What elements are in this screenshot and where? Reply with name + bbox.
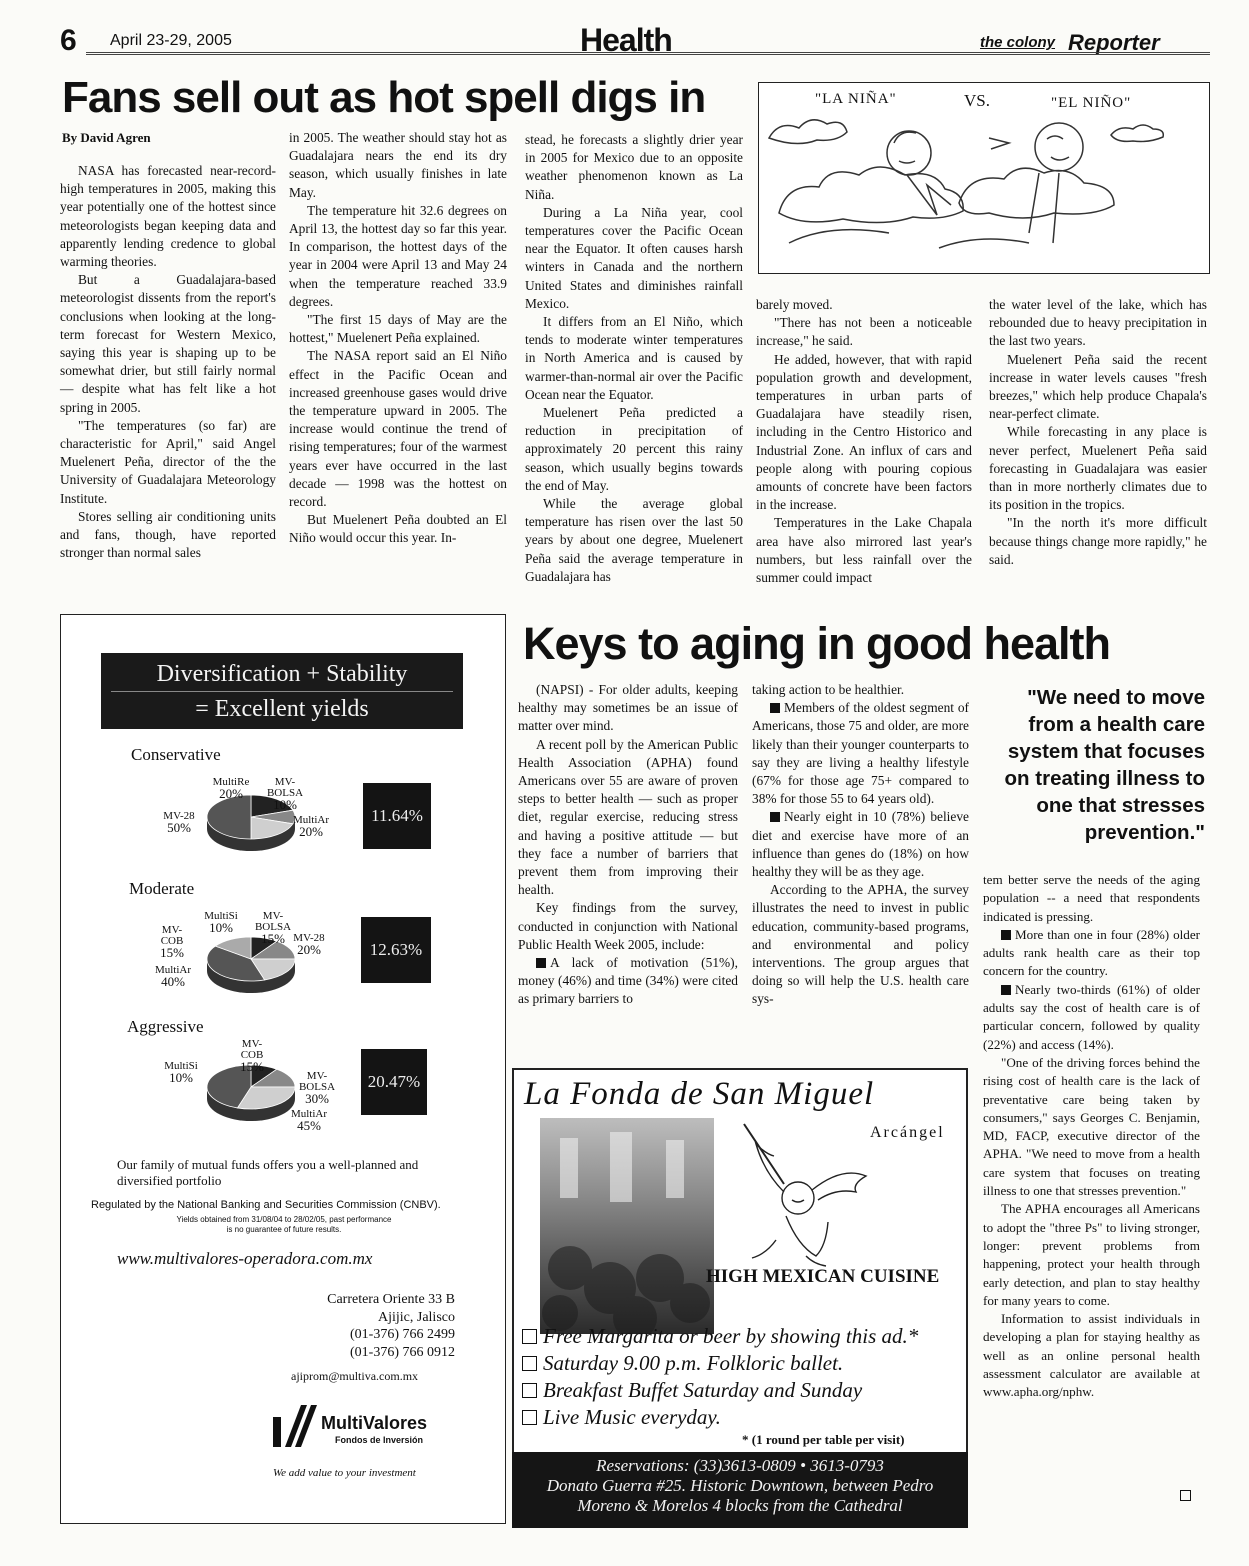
offer-text: Free Margarita or beer by showing this ad.* <box>543 1324 919 1348</box>
slice-name: MultiRe <box>212 776 250 788</box>
offer-list <box>522 1323 962 1431</box>
slice-pct: 15% <box>240 1059 264 1074</box>
address-line: Donato Guerra #25. Historic Downtown, between Pedro <box>546 1476 934 1495</box>
slice-label <box>153 965 193 989</box>
article2-headline: Keys to aging in good health <box>523 618 1111 669</box>
banner-line-1: Diversification + Stability <box>156 661 408 687</box>
logo-subtitle: Fondos de Inversión <box>335 1435 424 1445</box>
article2-column-2 <box>752 681 969 1009</box>
fonda-name: La Fonda de San Miguel <box>524 1076 875 1112</box>
slice-pct: 20% <box>219 786 243 801</box>
multivalores-logo <box>271 1401 471 1451</box>
paragraph: Temperatures in the Lake Chapala area have also mirrored last year's numbers, but less rainfall over the summer could impact <box>756 515 972 586</box>
banner-line-2: = Excellent yields <box>111 691 453 726</box>
paragraph: The NASA report said an El Niño effect in the Pacific Ocean and increased greenhouse gases would drive the temperature upward in 2005. The increase would continue the trend of rising temperatures; four of the warmest years ever have occurred in the last decade — 1998 was the hottest on record. <box>289 348 507 510</box>
offer-item <box>522 1323 962 1350</box>
paragraph <box>983 981 1200 1054</box>
bullet-text: A lack of motivation (51%), money (46%) and time (34%) were cited as primary barriers to <box>518 955 738 1007</box>
slice-name: MV-BOLSA <box>254 910 292 933</box>
address-line: Carretera Oriente 33 B <box>327 1292 455 1307</box>
paragraph <box>518 954 738 1009</box>
slice-pct: 15% <box>160 945 184 960</box>
slice-name: MultiSi <box>204 910 238 922</box>
paragraph: While the average global temperature has risen over the last 50 years by about one degree, Muelenert Peña said the average temperature in Guadalajara has <box>525 496 743 584</box>
end-mark-icon <box>1180 1490 1191 1501</box>
slice-name: MV-BOLSA <box>298 1070 336 1093</box>
paragraph: The APHA encourages all Americans to adopt the "three Ps" to living stronger, longer: prevent problems from happening, protect your health through early detection, and plan to stay healthy for many years to come. <box>983 1201 1200 1308</box>
slogan: We add value to your investment <box>273 1467 416 1479</box>
paragraph: Stores selling air conditioning units and fans, though, have reported stronger than normal sales <box>60 508 276 561</box>
slice-name: MV-BOLSA <box>266 776 304 799</box>
yields-note <box>61 1215 507 1235</box>
paragraph: in 2005. The weather should stay hot as Guadalajara nears the end its dry season, which usually finishes in late May. <box>289 130 507 200</box>
multivalores-ad <box>60 614 506 1524</box>
checkbox-icon <box>522 1329 537 1344</box>
article1-column-5 <box>989 296 1207 569</box>
paragraph: A recent poll by the American Public Health Association (APHA) found Americans over 55 are aware of proven steps to better health — such as proper diet, regular exercise, reducing stress and having a positive attitude — but they face a number of barriers that prevent them from improving their health. <box>518 736 738 898</box>
photo-foliage <box>540 1118 714 1334</box>
slice-pct: 50% <box>167 820 191 835</box>
slice-label <box>287 815 335 839</box>
yield-conservative: 11.64% <box>363 783 431 849</box>
checkbox-icon <box>522 1356 537 1371</box>
article2-column-3 <box>983 871 1200 1402</box>
paragraph: But Muelenert Peña doubted an El Niño would occur this year. In- <box>289 512 507 546</box>
paragraph <box>752 808 969 881</box>
paragraph: stead, he forecasts a slightly drier year in 2005 for Mexico due to an opposite weather phenomenon known as La Niña. <box>525 132 743 202</box>
slice-pct: 20% <box>297 942 321 957</box>
portfolio-conservative-title: Conservative <box>131 745 221 764</box>
masthead-rule <box>86 52 1210 55</box>
paragraph: But a Guadalajara-based meteorologist dissents from the report's conclusions when looking at the long-term forecast for Western Mexico, saying this year is shaping up to be somewhat drier, but still fairly normal — despite what has felt like a hot spring in 2005. <box>60 272 276 415</box>
logo-name: MultiValores <box>321 1413 428 1433</box>
paragraph: the water level of the lake, which has rebounded due to heavy precipitation in the last two years. <box>989 297 1207 349</box>
cartoon <box>758 82 1210 274</box>
slice-pct: 10% <box>169 1070 193 1085</box>
cartoon-drawing <box>759 83 1208 272</box>
slice-label <box>287 1109 331 1133</box>
tagline <box>117 1157 418 1189</box>
slice-name: MultiAr <box>292 814 330 826</box>
paragraph: Information to assist individuals in developing a plan for staying healthy as well as an online personal health assessment calculator are available at www.apha.org/nphw. <box>983 1311 1200 1400</box>
slice-label <box>289 1071 345 1106</box>
section-title: Health <box>580 22 672 58</box>
pull-quote: "We need to move from a health care system that focuses on treating illness to one that stresses prevention." <box>1004 686 1205 844</box>
issue-date: April 23-29, 2005 <box>110 32 232 49</box>
slice-label <box>161 1061 201 1085</box>
slice-pct: 30% <box>305 1091 329 1106</box>
slice-label <box>151 925 193 960</box>
slice-name: MV-28 <box>293 932 325 944</box>
paragraph: Muelenert Peña said the recent increase in water levels causes "fresh breezes," which help produce Chapala's near-perfect climate. <box>989 351 1207 422</box>
contact-block <box>261 1291 455 1361</box>
logo-mark-icon <box>271 1403 319 1449</box>
reservations-phone: Reservations: (33)3613-0809 • 3613-0793 <box>596 1456 884 1475</box>
paragraph: (NAPSI) - For older adults, keeping healthy may sometimes be an issue of matter over mind. <box>518 682 738 734</box>
slice-label <box>257 777 313 812</box>
paragraph: "There has not been a noticeable increase," he said. <box>756 315 972 349</box>
article1-column-2 <box>289 129 507 548</box>
paragraph: It differs from an El Niño, which tends to moderate winter temperatures in North America and is caused by warmer-than-normal air over the Pacific Ocean near the Equator. <box>525 314 743 402</box>
slice-label <box>211 777 251 801</box>
portfolio-moderate-title: Moderate <box>129 879 195 898</box>
bullet-text: More than one in four (28%) older adults rank health care as their top concern for the country. <box>983 926 1200 979</box>
offer-item <box>522 1377 962 1404</box>
slice-name: MultiSi <box>164 1060 198 1072</box>
slice-name: MultiAr <box>154 964 192 976</box>
bullet-text: Members of the oldest segment of Americans, those 75 and older, are more likely than their younger counterparts to say they are living a healthy lifestyle (67% for those age 75+ compared to 38% for those 55 to 64 years old). <box>752 700 969 807</box>
bullet-square-icon <box>536 958 546 968</box>
slice-label <box>159 811 199 835</box>
slice-pct: 45% <box>297 1118 321 1133</box>
paragraph: "One of the driving forces behind the rising cost of health care is the lack of preventative care being taken by consumers," says Georges C. Benjamin, MD, FACP, executive director of the APHA. "We need to move from a health care system that focuses on treating illness to one that stresses prevention." <box>983 1054 1200 1199</box>
article2-column-1 <box>518 681 738 1009</box>
slice-name: MV-28 <box>163 810 195 822</box>
article1-column-4 <box>756 296 972 587</box>
article1-column-3 <box>525 131 743 586</box>
phone-number: (01-376) 766 2499 <box>350 1327 455 1342</box>
paragraph: "The temperatures (so far) are characteristic for April," said Angel Muelenert Peña, director of the the University of Guadalajara Meteorology Institute. <box>60 417 276 506</box>
bullet-square-icon <box>770 703 780 713</box>
page-number: 6 <box>60 24 77 57</box>
paragraph: barely moved. <box>756 297 833 312</box>
slice-name: MultiAr <box>290 1108 328 1120</box>
website-link[interactable]: www.multivalores-operadora.com.mx <box>117 1249 373 1268</box>
checkbox-icon <box>522 1410 537 1425</box>
bullet-square-icon <box>1001 985 1011 995</box>
paragraph: The temperature hit 32.6 degrees on April 13, the hottest day so far this year. In comparison, the hottest days of the year in 2004 were April 13 and May 24 when the temperature reached 33.9 degrees. <box>289 202 507 309</box>
offer-item <box>522 1404 962 1431</box>
slice-name: MV-COB <box>160 924 184 947</box>
cartoon-label-el-nino: "EL NIÑO" <box>1051 95 1132 111</box>
portfolio-aggressive-title: Aggressive <box>127 1017 204 1036</box>
restaurant-photo <box>540 1118 714 1334</box>
yields-note-line: Yields obtained from 31/08/04 to 28/02/05, past performance <box>176 1215 392 1224</box>
slice-label <box>287 933 331 957</box>
slice-name: MV-COB <box>240 1038 264 1061</box>
cartoon-label-vs: VS. <box>964 91 990 110</box>
cuisine-heading: HIGH MEXICAN CUISINE <box>706 1266 940 1287</box>
slice-pct: 20% <box>299 824 323 839</box>
offer-text: Saturday 9.00 p.m. Folkloric ballet. <box>543 1351 844 1375</box>
paragraph: NASA has forecasted near-record-high temperatures in 2005, making this year potentially one of the hottest since meteorologists began keeping data and apparently lending credence to global warming theories. <box>60 163 276 270</box>
paragraph: During a La Niña year, cool temperatures cover the Pacific Ocean near the Equator. It often causes harsh winters in Canada and the northern United States and diminishes rainfall Mexico. <box>525 204 743 311</box>
paragraph: While forecasting in any place is never perfect, Muelenert Peña said forecasting in Guadalajara was easier than in more northerly climates due to its position in the tropics. <box>989 424 1207 513</box>
article1-column-1 <box>60 162 276 562</box>
slice-pct: 10% <box>209 920 233 935</box>
fonda-arcangel: Arcángel <box>870 1124 945 1141</box>
paragraph: According to the APHA, the survey illustrates the need to invest in public education, community-based programs, and environmental and policy interventions. The group argues that doing so will help the U.S. health care sys- <box>752 882 969 1007</box>
paragraph: Key findings from the survey, conducted in conjunction with National Public Health Week 2005, include: <box>518 900 738 952</box>
slice-pct: 40% <box>161 974 185 989</box>
masthead <box>60 22 1210 58</box>
paragraph <box>983 926 1200 981</box>
paragraph: tem better serve the needs of the aging population -- a need that respondents indicated is pressing. <box>983 872 1200 924</box>
paragraph: Muelenert Peña predicted a reduction in precipitation of approximately 20 percent this rainy season, which usually begins towards the end of May. <box>525 405 743 493</box>
paragraph: He added, however, that with rapid population growth and development, temperatures in urban parts of Guadalajara have steadily risen, including in the Centro Historico and Industrial Zone. An influx of cars and people along with pouring copious amounts of concrete have been factors in the increase. <box>756 351 972 513</box>
bullet-square-icon <box>770 812 780 822</box>
bullet-text: Nearly eight in 10 (78%) believe diet and exercise have more of an influence than genes do (18%) on how healthy they will be as they age. <box>752 809 969 880</box>
paragraph: "In the north it's more difficult because things change more rapidly," he said. <box>989 515 1207 567</box>
bullet-square-icon <box>1001 930 1011 940</box>
checkbox-icon <box>522 1383 537 1398</box>
slice-pct: 10% <box>273 797 297 812</box>
offer-text: Breakfast Buffet Saturday and Sunday <box>543 1378 863 1402</box>
article1-headline: Fans sell out as hot spell digs in <box>62 73 706 122</box>
phone-number: (01-376) 766 0912 <box>350 1344 455 1360</box>
offer-footnote: * (1 round per table per visit) <box>742 1432 905 1447</box>
slice-pct: 15% <box>261 931 285 946</box>
angel-illustration <box>736 1120 876 1270</box>
slice-label <box>231 1039 273 1074</box>
ad-banner <box>101 653 463 729</box>
offer-item <box>522 1350 962 1377</box>
regulation-note: Regulated by the National Banking and Securities Commission (CNBV). <box>91 1199 441 1211</box>
yield-aggressive: 20.47% <box>361 1049 427 1115</box>
email-link[interactable]: ajiprom@multiva.com.mx <box>291 1369 419 1383</box>
offer-text: Live Music everyday. <box>543 1405 721 1429</box>
paper-name: Reporter <box>1068 30 1160 55</box>
address-line: Ajijic, Jalisco <box>378 1309 455 1325</box>
paragraph <box>752 699 969 808</box>
paragraph: "The first 15 days of May are the hottest," Muelenert Peña explained. <box>289 312 507 346</box>
address-line: Moreno & Morelos 4 blocks from the Cathedral <box>577 1496 903 1515</box>
cartoon-label-la-nina: "LA NIÑA" <box>815 91 897 107</box>
tagline-line: diversified portfolio <box>117 1173 222 1188</box>
reservations-band <box>512 1452 968 1528</box>
tagline-line: Our family of mutual funds offers you a well-planned and <box>117 1157 419 1172</box>
byline: By David Agren <box>62 130 151 145</box>
paper-prefix: the colony <box>980 34 1056 51</box>
slice-label <box>201 911 241 935</box>
yields-note-line: is no guarantee of future results. <box>226 1225 342 1234</box>
yield-moderate: 12.63% <box>361 917 431 983</box>
paragraph: taking action to be healthier. <box>752 682 905 697</box>
bullet-text: Nearly two-thirds (61%) of older adults say the cost of health care is of particular concern, followed by quality (22%) and access (14%). <box>983 981 1200 1052</box>
fonda-ad <box>512 1068 968 1528</box>
